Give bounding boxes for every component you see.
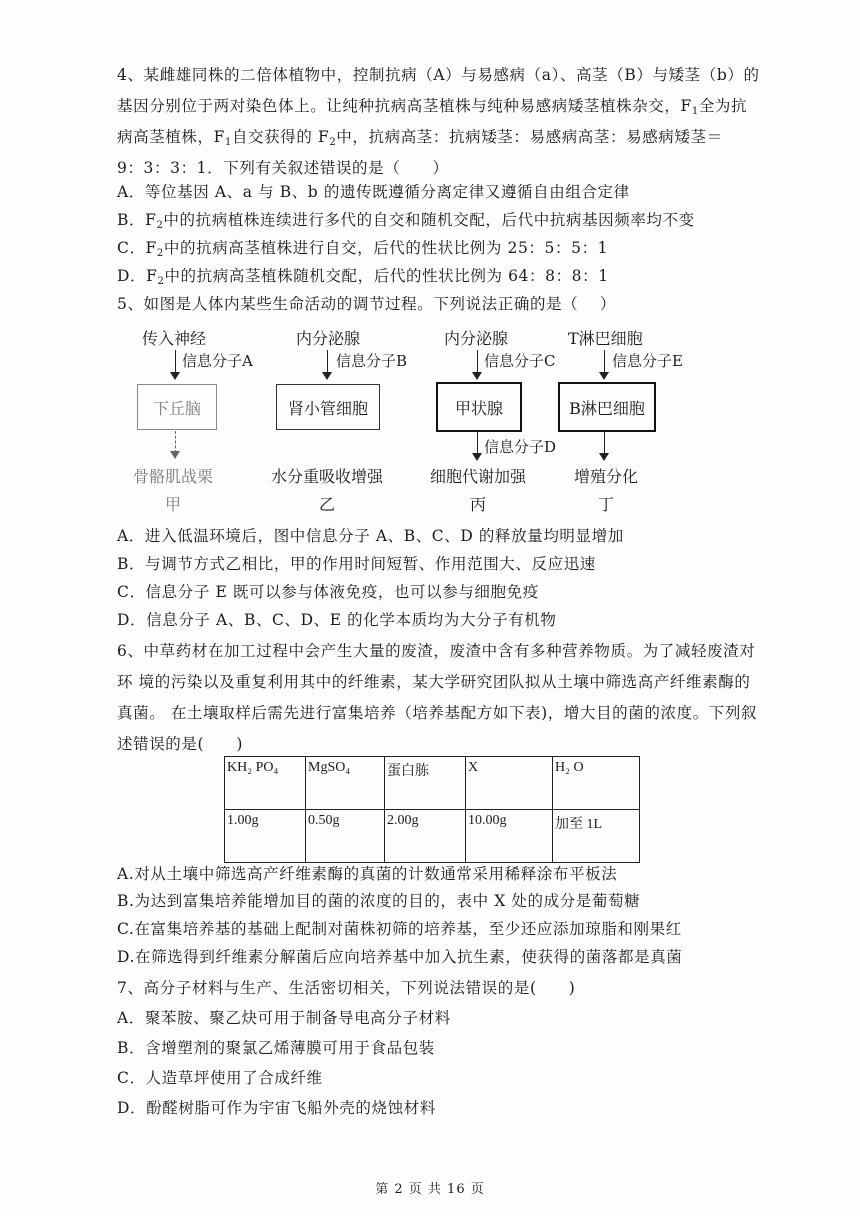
diagram-signal-b: 信息分子B bbox=[336, 352, 408, 370]
diagram-tag-4: 丁 bbox=[597, 495, 614, 514]
table-value-cell: 1.00g bbox=[225, 810, 306, 863]
diagram-result-3: 细胞代谢加强 bbox=[429, 467, 526, 486]
q4-line3-text-a: 病高茎植株，F bbox=[117, 128, 225, 146]
q7-stem: 7、高分子材料与生产、生活密切相关，下列说法错误的是( ) bbox=[117, 979, 576, 997]
table-header-cell: KH₂ PO₄ bbox=[225, 757, 306, 810]
table-value-cell: 10.00g bbox=[466, 810, 553, 863]
q4-optc-a: C．F bbox=[117, 239, 157, 257]
q4-optb-a: B．F bbox=[117, 211, 157, 229]
table-header-cell: X bbox=[466, 757, 553, 810]
q4-optd-a: D．F bbox=[117, 267, 158, 285]
diagram-box-hypothalamus: 下丘脑 bbox=[137, 384, 217, 430]
diagram-tag-3: 丙 bbox=[469, 495, 486, 514]
q4-stem-line2 bbox=[117, 95, 757, 123]
q6-stem-line1: 6、中草药材在加工过程中会产生大量的废渣，废渣中含有多种营养物质。为了减轻废渣对 bbox=[117, 642, 756, 660]
diagram-tag-2: 乙 bbox=[318, 495, 335, 514]
q6-option-d: D.在筛选得到纤维素分解菌后应向培养基中加入抗生素，使获得的菌落都是真菌 bbox=[117, 948, 683, 966]
table-value-cell: 2.00g bbox=[385, 810, 466, 863]
medium-recipe-table bbox=[224, 756, 640, 863]
diagram-box-kidney-cell: 肾小管细胞 bbox=[276, 384, 380, 430]
q4-stem-line3 bbox=[117, 126, 757, 154]
table-header-cell: H₂ O bbox=[553, 757, 640, 810]
q4-stem-line1: 4、某雌雄同株的二倍体植物中，控制抗病（A）与易感病（a）、高茎（B）与矮茎（b）的 bbox=[117, 66, 760, 84]
q4-option-c bbox=[117, 237, 757, 265]
q4-line3-text-c: 中，抗病高茎：抗病矮茎：易感病高茎：易感病矮茎＝ bbox=[336, 128, 723, 146]
diagram-signal-d: 信息分子D bbox=[484, 438, 557, 456]
q4-optc-b: 中的抗病高茎植株进行自交，后代的性状比例为 25：5：5：1 bbox=[163, 239, 609, 257]
q4-option-b bbox=[117, 209, 757, 237]
q4-optd-b: 中的抗病高茎植株随机交配，后代的性状比例为 64：8：8：1 bbox=[164, 267, 609, 285]
diagram-tag-1: 甲 bbox=[164, 495, 181, 514]
diagram-signal-a: 信息分子A bbox=[182, 352, 253, 370]
diagram-source-1: 传入神经 bbox=[142, 329, 207, 348]
diagram-source-2: 内分泌腺 bbox=[296, 329, 361, 348]
q7-option-b: B．含增塑剂的聚氯乙烯薄膜可用于食品包装 bbox=[117, 1039, 435, 1057]
q4-line2-sub: 1 bbox=[691, 106, 699, 117]
q4-line2-text-b: 全为抗 bbox=[698, 97, 748, 115]
q4-option-d bbox=[117, 265, 757, 293]
q4-optb-b: 中的抗病植株连续进行多代的自交和随机交配，后代中抗病基因频率均不变 bbox=[163, 211, 695, 229]
q6-stem-line4: 述错误的是( ) bbox=[117, 735, 243, 753]
q4-line2-text-a: 基因分别位于两对染色体上。让纯种抗病高茎植株与纯种易感病矮茎植株杂交，F bbox=[117, 97, 692, 115]
diagram-source-3: 内分泌腺 bbox=[444, 329, 509, 348]
q4-stem-line4: 9：3：3：1．下列有关叙述错误的是（ ） bbox=[117, 159, 449, 177]
diagram-result-2: 水分重吸收增强 bbox=[270, 467, 383, 486]
table-header-row bbox=[225, 757, 640, 810]
q7-option-c: C．人造草坪使用了合成纤维 bbox=[117, 1069, 323, 1087]
table-value-row bbox=[225, 810, 640, 863]
q4-optb-sub: 2 bbox=[156, 220, 164, 231]
q7-option-d: D．酚醛树脂可作为宇宙飞船外壳的烧蚀材料 bbox=[117, 1099, 436, 1117]
diagram-result-1: 骨骼肌战栗 bbox=[132, 467, 213, 486]
q7-option-a: A．聚苯胺、聚乙炔可用于制备导电高分子材料 bbox=[117, 1009, 451, 1027]
table-header-cell: MgSO₄ bbox=[306, 757, 385, 810]
q5-option-b: B．与调节方式乙相比，甲的作用时间短暂、作用范围大、反应迅速 bbox=[117, 555, 596, 573]
q5-option-a: A．进入低温环境后，图中信息分子 A、B、C、D 的释放量均明显增加 bbox=[117, 527, 624, 545]
table-header-cell: 蛋白胨 bbox=[385, 757, 466, 810]
q5-option-c: C．信息分子 E 既可以参与体液免疫，也可以参与细胞免疫 bbox=[117, 583, 539, 601]
table-value-cell: 0.50g bbox=[306, 810, 385, 863]
q4-line3-sub2: 2 bbox=[329, 137, 337, 148]
table-value-cell: 加至 1L bbox=[553, 810, 640, 863]
q4-option-a: A．等位基因 A、a 与 B、b 的遗传既遵循分离定律又遵循自由组合定律 bbox=[117, 183, 630, 201]
diagram-result-4: 增殖分化 bbox=[573, 467, 638, 486]
q6-option-a: A.对从土壤中筛选高产纤维素酶的真菌的计数通常采用稀释涂布平板法 bbox=[117, 865, 618, 883]
q5-option-d: D．信息分子 A、B、C、D、E 的化学本质均为大分子有机物 bbox=[117, 611, 557, 629]
q4-line3-text-b: 自交获得的 F bbox=[231, 128, 330, 146]
q4-optd-sub: 2 bbox=[157, 276, 165, 287]
q5-stem: 5、如图是人体内某些生命活动的调节过程。下列说法正确的是（ ） bbox=[117, 295, 616, 313]
q6-option-c: C.在富集培养基的基础上配制对菌株初筛的培养基，至少还应添加琼脂和刚果红 bbox=[117, 920, 682, 938]
page-number-footer: 第 2 页 共 16 页 bbox=[375, 1182, 485, 1197]
diagram-signal-e: 信息分子E bbox=[612, 352, 683, 370]
diagram-signal-c: 信息分子C bbox=[484, 352, 556, 370]
diagram-source-4: T淋巴细胞 bbox=[568, 329, 643, 348]
diagram-box-b-lymphocyte: B淋巴细胞 bbox=[558, 382, 656, 432]
q6-option-b: B.为达到富集培养能增加目的菌的浓度的目的，表中 X 处的成分是葡萄糖 bbox=[117, 892, 641, 910]
q6-stem-line2: 环 境的污染以及重复利用其中的纤维素，某大学研究团队拟从土壤中筛选高产纤维素酶的 bbox=[117, 673, 751, 691]
diagram-box-thyroid: 甲状腺 bbox=[436, 382, 522, 432]
q4-line3-sub1: 1 bbox=[224, 137, 232, 148]
q6-stem-line3: 真菌。 在土壤取样后需先进行富集培养（培养基配方如下表)，增大目的菌的浓度。下列叙 bbox=[117, 704, 758, 722]
q4-optc-sub: 2 bbox=[156, 248, 164, 259]
